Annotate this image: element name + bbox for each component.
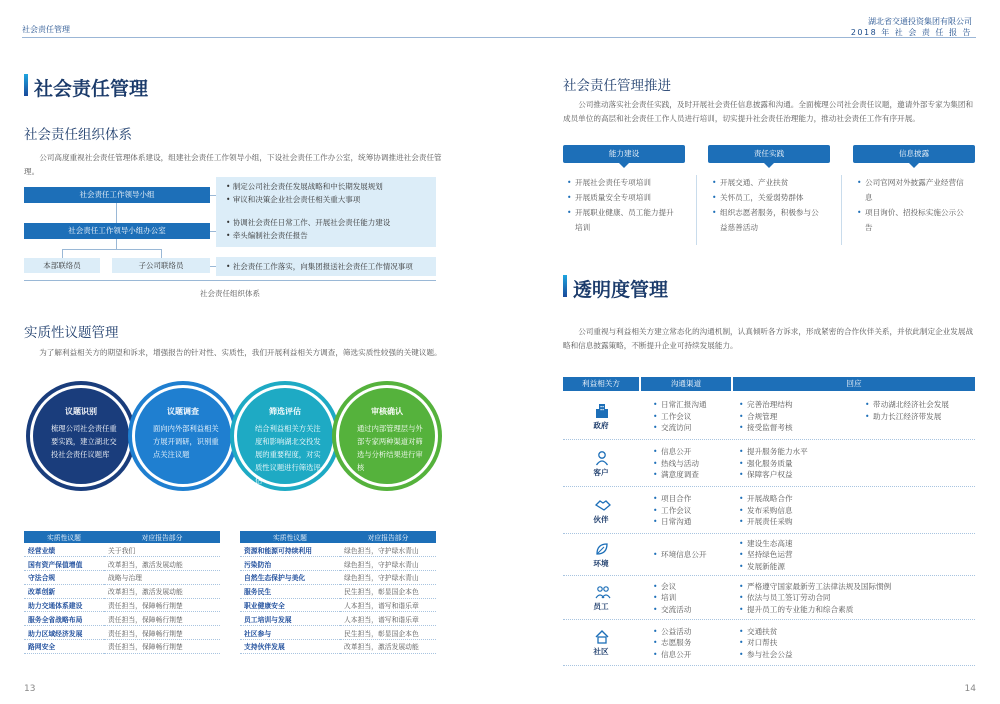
list-item: • 开展质量安全专项培训 bbox=[567, 190, 681, 205]
org-paragraph: 公司高度重视社会责任管理体系建设，组建社会责任工作领导小组，下设社会责任工作办公室，统筹协调推进社会责任管理。 bbox=[24, 153, 442, 176]
process-circle bbox=[230, 381, 340, 491]
list-item: • 交流活动 bbox=[653, 604, 741, 616]
stakeholder-name: 环境 bbox=[593, 559, 609, 568]
table-row bbox=[24, 626, 220, 640]
process-step-title: 议题调查 bbox=[167, 407, 199, 416]
table-row bbox=[563, 393, 975, 440]
topic-cell: 资源和能源可持续利用 bbox=[240, 543, 340, 557]
topic-cell: 助力交通体系建设 bbox=[24, 598, 104, 612]
column-divider bbox=[841, 175, 842, 245]
table-row bbox=[563, 620, 975, 666]
report-section-cell: 绿色担当，守护绿水青山 bbox=[340, 557, 436, 571]
list-item: • 严格遵守国家最新劳工法律法规及国际惯例 bbox=[739, 581, 973, 593]
employees-icon bbox=[595, 584, 609, 598]
process-circle-fill bbox=[237, 388, 333, 484]
list-item: • 日常沟通 bbox=[653, 516, 741, 528]
list-item: • 交流访问 bbox=[653, 422, 741, 434]
list-item: • 开展社会责任专项培训 bbox=[567, 175, 681, 190]
org-box-office: 社会责任工作领导小组办公室 bbox=[24, 223, 210, 239]
table-row bbox=[240, 640, 436, 654]
topic-cell: 守法合规 bbox=[24, 571, 104, 585]
list-item: • 开展责任采购 bbox=[739, 516, 973, 528]
table-header: 实质性议题 bbox=[240, 531, 340, 543]
list-item: • 接受监督考核 bbox=[739, 422, 855, 434]
title-accent-bar bbox=[24, 74, 28, 96]
report-section-cell: 责任担当，保障畅行荆楚 bbox=[104, 598, 220, 612]
list-item: • 关怀员工，关爱弱势群体 bbox=[712, 190, 826, 205]
table-header: 沟通渠道 bbox=[641, 377, 731, 391]
left-header-title: 社会责任管理 bbox=[22, 25, 70, 34]
org-chart-caption: 社会责任组织体系 bbox=[200, 289, 260, 298]
list-item: • 坚持绿色运营 bbox=[739, 549, 973, 561]
org-connector bbox=[161, 249, 162, 258]
report-section-cell: 责任担当，保障畅行荆楚 bbox=[104, 612, 220, 626]
org-desc-office bbox=[216, 213, 436, 247]
org-desc-leader bbox=[216, 177, 436, 213]
header-company: 湖北省交通投资集团有限公司 bbox=[868, 17, 972, 26]
process-step-body: 面向内外部利益相关方展开调研，识别重点关注议题 bbox=[153, 424, 219, 459]
response-list bbox=[739, 626, 973, 661]
report-section-cell: 绿色担当，守护绿水青山 bbox=[340, 543, 436, 557]
process-step-title: 议题识别 bbox=[65, 407, 97, 416]
org-connector bbox=[62, 249, 162, 250]
list-item: • 依法与员工签订劳动合同 bbox=[739, 592, 973, 604]
topic-cell: 服务民生 bbox=[240, 584, 340, 598]
table-header: 对应报告部分 bbox=[104, 531, 220, 543]
topic-cell: 国有资产保值增值 bbox=[24, 557, 104, 571]
org-desc-liaison bbox=[216, 257, 436, 276]
table-row bbox=[240, 557, 436, 571]
report-section-cell: 人本担当，谱写和谐乐章 bbox=[340, 612, 436, 626]
report-section-cell: 改革担当，激活发展动能 bbox=[340, 640, 436, 654]
table-row bbox=[240, 598, 436, 612]
table-row bbox=[563, 440, 975, 487]
process-step-body: 通过内部管理层与外部专家两种渠道对筛选与分析结果进行审核 bbox=[357, 424, 423, 472]
left-page-title: 社会责任管理 bbox=[34, 78, 149, 100]
list-item: • 环境信息公开 bbox=[653, 549, 741, 561]
topic-cell: 路网安全 bbox=[24, 640, 104, 654]
table-row bbox=[24, 612, 220, 626]
report-section-cell: 责任担当，保障畅行荆楚 bbox=[104, 640, 220, 654]
topic-cell: 员工培训与发展 bbox=[240, 612, 340, 626]
list-item: • 培训 bbox=[653, 592, 741, 604]
customer-person-icon bbox=[595, 450, 609, 464]
org-box-leader: 社会责任工作领导小组 bbox=[24, 187, 210, 203]
list-item: • 项目询价、招投标实施公示公告 bbox=[857, 205, 971, 235]
topic-cell: 助力区域经济发展 bbox=[24, 626, 104, 640]
org-desc-item: • 审议和决策企业社会责任相关重大事项 bbox=[226, 195, 361, 204]
column-divider bbox=[696, 175, 697, 245]
report-section-cell: 关于我们 bbox=[104, 543, 220, 557]
process-circle bbox=[128, 381, 238, 491]
response-list bbox=[739, 581, 973, 616]
list-item: • 保障客户权益 bbox=[739, 469, 973, 481]
list-item: • 开展职业健康、员工能力提升培训 bbox=[567, 205, 681, 235]
handshake-icon bbox=[595, 497, 609, 511]
list-item: • 参与社会公益 bbox=[739, 649, 973, 661]
title-accent-bar bbox=[563, 275, 567, 297]
process-step-body: 梳理公司社会责任重要实践，建立湖北交投社会责任议题库 bbox=[51, 424, 117, 459]
org-desc-item: • 协调社会责任日常工作、开展社会责任能力建设 bbox=[226, 218, 391, 227]
topic-cell: 支持伙伴发展 bbox=[240, 640, 340, 654]
list-item: • 强化服务质量 bbox=[739, 458, 973, 470]
list-item: • 信息公开 bbox=[653, 446, 741, 458]
promo-paragraph: 公司推动落实社会责任实践，及时开展社会责任信息披露和沟通。全面梳理公司社会责任议题，邀请外部专家为集团和成员单位的高层和社会责任工作人员进行培训，切实提升社会责任治理能力，推动社会责任工作有序开展。 bbox=[563, 100, 974, 123]
process-circle bbox=[332, 381, 442, 491]
pill-pointer bbox=[909, 163, 919, 168]
process-circle bbox=[26, 381, 136, 491]
materiality-section-title: 实质性议题管理 bbox=[24, 325, 119, 341]
channel-list bbox=[653, 581, 741, 616]
topic-cell: 污染防治 bbox=[240, 557, 340, 571]
process-circle-fill bbox=[135, 388, 231, 484]
left-header-rule bbox=[22, 37, 500, 38]
org-desc-item: • 社会责任工作落实，向集团报送社会责任工作情况事项 bbox=[226, 262, 413, 271]
channel-list bbox=[653, 493, 741, 528]
list-item: • 组织志愿者服务，积极参与公益慈善活动 bbox=[712, 205, 826, 235]
report-section-cell: 人本担当，谱写和谐乐章 bbox=[340, 598, 436, 612]
transparency-title: 透明度管理 bbox=[573, 279, 669, 301]
promo-column-label: 信息披露 bbox=[853, 145, 975, 163]
response-list bbox=[739, 538, 973, 573]
topic-cell: 自然生态保护与美化 bbox=[240, 571, 340, 585]
response-list bbox=[739, 493, 973, 528]
org-box-dept-liaison: 本部联络员 bbox=[24, 258, 100, 273]
org-desc-item: • 牵头编制社会责任报告 bbox=[226, 231, 308, 240]
list-item: • 提升员工的专业能力和综合素质 bbox=[739, 604, 973, 616]
list-item: • 建设生态高速 bbox=[739, 538, 973, 550]
list-item: • 交通扶贫 bbox=[739, 626, 973, 638]
report-section-cell: 战略与治理 bbox=[104, 571, 220, 585]
promo-column-list bbox=[857, 175, 971, 235]
stakeholder-name: 伙伴 bbox=[593, 514, 609, 524]
topic-cell: 经营业绩 bbox=[24, 543, 104, 557]
report-section-cell: 改革担当，激活发展动能 bbox=[104, 584, 220, 598]
list-item: • 合规管理 bbox=[739, 411, 855, 423]
list-item: • 开展战略合作 bbox=[739, 493, 973, 505]
list-item: • 公司官网对外披露产业经营信息 bbox=[857, 175, 971, 205]
house-icon bbox=[595, 629, 609, 643]
table-row bbox=[563, 534, 975, 576]
org-box-sub-liaison: 子公司联络员 bbox=[112, 258, 210, 273]
transparency-paragraph: 公司重视与利益相关方建立常态化的沟通机制，认真倾听各方诉求，形成紧密的合作伙伴关系，并依此制定企业发展战略和信息披露策略，不断提升企业可持续发展能力。 bbox=[563, 327, 974, 350]
report-section-cell: 责任担当，保障畅行荆楚 bbox=[104, 626, 220, 640]
table-header: 利益相关方 bbox=[563, 377, 639, 391]
org-desc-item: • 制定公司社会责任发展战略和中长期发展规划 bbox=[226, 182, 383, 191]
org-connector bbox=[116, 239, 117, 249]
table-row bbox=[563, 576, 975, 620]
process-circle-fill bbox=[339, 388, 435, 484]
channel-list bbox=[653, 626, 741, 661]
topic-cell: 职业健康安全 bbox=[240, 598, 340, 612]
topic-cell: 服务全省战略布局 bbox=[24, 612, 104, 626]
right-header bbox=[851, 16, 972, 38]
list-item: • 公益活动 bbox=[653, 626, 741, 638]
response-list bbox=[739, 446, 973, 481]
list-item: • 热线与活动 bbox=[653, 458, 741, 470]
header-report-title: 2018 年 社 会 责 任 报 告 bbox=[850, 28, 972, 37]
left-page-number: 13 bbox=[24, 684, 36, 694]
leaf-icon bbox=[595, 541, 609, 555]
list-item: • 会议 bbox=[653, 581, 741, 593]
list-item: • 工作会议 bbox=[653, 505, 741, 517]
report-section-cell: 民生担当，彰显国企本色 bbox=[340, 584, 436, 598]
org-section-title: 社会责任组织体系 bbox=[24, 127, 132, 143]
process-step-title: 筛选评估 bbox=[269, 407, 301, 416]
list-item: • 提升服务能力水平 bbox=[739, 446, 973, 458]
table-header: 实质性议题 bbox=[24, 531, 104, 543]
list-item: • 带动湖北经济社会发展 bbox=[865, 399, 975, 411]
table-header: 对应报告部分 bbox=[340, 531, 436, 543]
table-row bbox=[563, 487, 975, 534]
table-row bbox=[24, 584, 220, 598]
list-item: • 信息公开 bbox=[653, 649, 741, 661]
org-bottom-rule bbox=[24, 280, 436, 281]
promo-column-label: 能力建设 bbox=[563, 145, 685, 163]
report-section-cell: 民生担当，彰显国企本色 bbox=[340, 626, 436, 640]
list-item: • 完善治理结构 bbox=[739, 399, 855, 411]
promo-column-list bbox=[712, 175, 826, 235]
table-row bbox=[240, 543, 436, 557]
list-item: • 对口帮扶 bbox=[739, 637, 973, 649]
right-header-rule bbox=[500, 37, 976, 38]
table-row bbox=[24, 557, 220, 571]
response-list bbox=[739, 399, 855, 434]
table-header: 回应 bbox=[733, 377, 975, 391]
channel-list bbox=[653, 446, 741, 481]
materiality-paragraph: 为了解利益相关方的期望和诉求，增强报告的针对性、实质性，我们开展利益相关方调查，筛选实质性较强的关键议题。 bbox=[39, 348, 442, 357]
stakeholder-name: 社区 bbox=[593, 647, 609, 656]
table-row bbox=[240, 584, 436, 598]
promo-section-title: 社会责任管理推进 bbox=[563, 78, 671, 94]
pill-pointer bbox=[764, 163, 774, 168]
table-row bbox=[24, 543, 220, 557]
list-item: • 助力长江经济带发展 bbox=[865, 411, 975, 423]
stakeholder-name: 政府 bbox=[593, 420, 609, 430]
report-section-cell: 改革担当，激活发展动能 bbox=[104, 557, 220, 571]
list-item: • 工作会议 bbox=[653, 411, 741, 423]
materiality-table-right bbox=[240, 531, 436, 654]
topic-cell: 改革创新 bbox=[24, 584, 104, 598]
table-row bbox=[24, 571, 220, 585]
pill-pointer bbox=[619, 163, 629, 168]
process-step-body: 结合利益相关方关注度和影响湖北交投发展的重要程度，对实质性议题进行筛选评估 bbox=[255, 424, 321, 485]
response-list bbox=[865, 399, 975, 422]
promo-column-label: 责任实践 bbox=[708, 145, 830, 163]
org-connector bbox=[116, 203, 117, 223]
table-row bbox=[240, 571, 436, 585]
process-circle-fill bbox=[33, 388, 129, 484]
list-item: • 发展新能源 bbox=[739, 561, 973, 573]
process-step-title: 审核确认 bbox=[371, 407, 403, 416]
list-item: • 满意度调查 bbox=[653, 469, 741, 481]
org-connector bbox=[62, 249, 63, 258]
right-page-number: 14 bbox=[964, 684, 976, 694]
list-item: • 发布采购信息 bbox=[739, 505, 973, 517]
channel-list bbox=[653, 399, 741, 434]
channel-list bbox=[653, 549, 741, 561]
table-row bbox=[24, 598, 220, 612]
stakeholder-name: 员工 bbox=[593, 602, 609, 611]
topic-cell: 社区参与 bbox=[240, 626, 340, 640]
list-item: • 日常汇报沟通 bbox=[653, 399, 741, 411]
government-building-icon bbox=[595, 403, 609, 417]
table-row bbox=[240, 612, 436, 626]
materiality-table-left bbox=[24, 531, 220, 654]
table-row bbox=[240, 626, 436, 640]
list-item: • 项目合作 bbox=[653, 493, 741, 505]
list-item: • 志愿服务 bbox=[653, 637, 741, 649]
promo-column-list bbox=[567, 175, 681, 235]
stakeholder-name: 客户 bbox=[593, 467, 609, 477]
report-section-cell: 绿色担当，守护绿水青山 bbox=[340, 571, 436, 585]
list-item: • 开展交通、产业扶贫 bbox=[712, 175, 826, 190]
table-row bbox=[24, 640, 220, 654]
